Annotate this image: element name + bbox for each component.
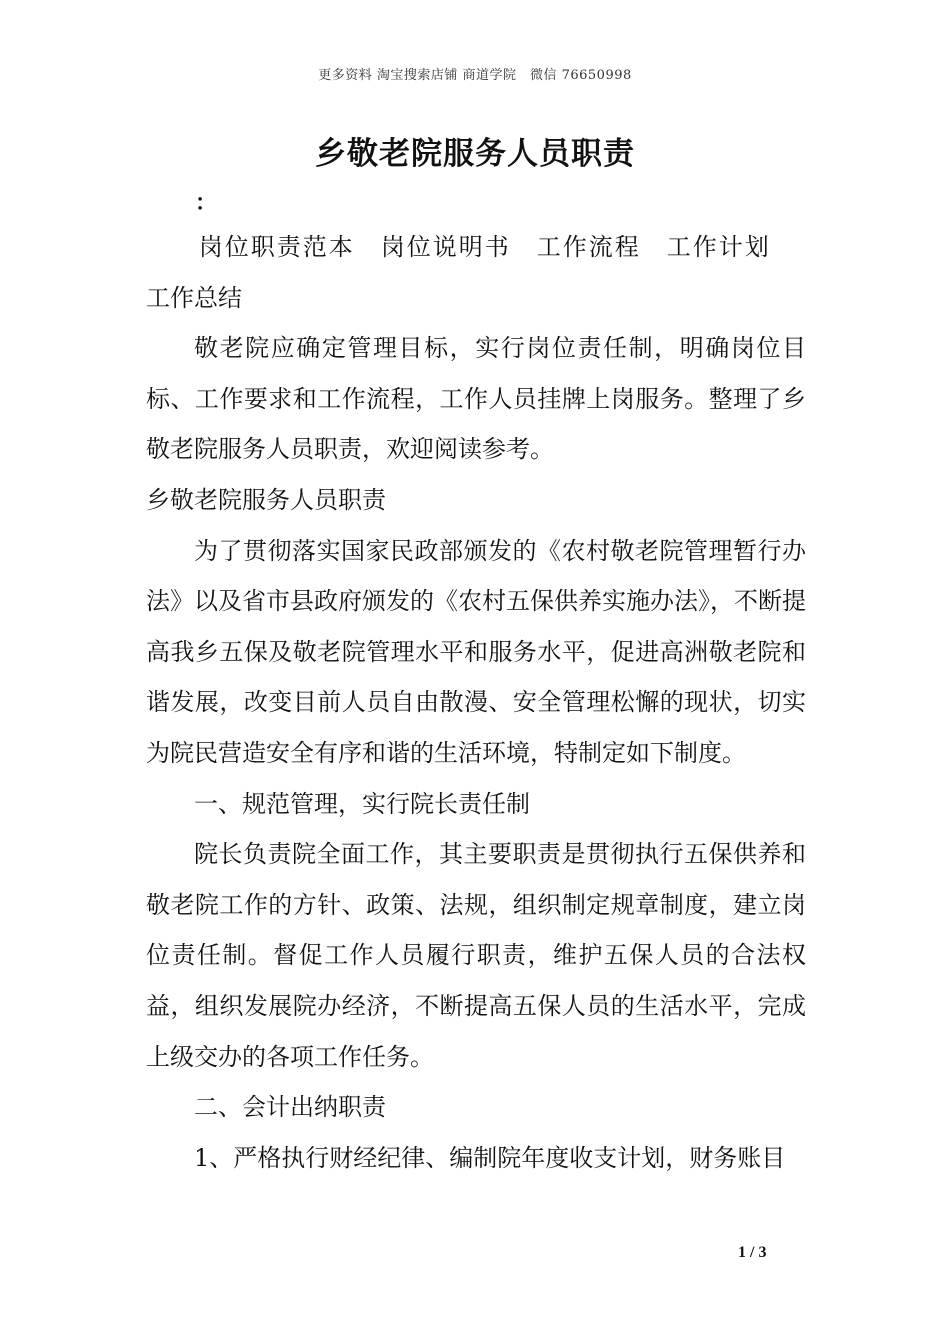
section-subtitle: 乡敬老院服务人员职责 xyxy=(146,485,386,514)
tag-item[interactable]: 岗位职责范本 xyxy=(198,233,355,261)
page-number: 1 / 3 xyxy=(738,1244,767,1261)
paragraph-2: 院长负责院全面工作，其主要职责是贯彻执行五保供养和敬老院工作的方针、政策、法规，组织制定规章制度，建立岗位责任制。督促工作人员履行职责，维护五保人员的合法权益，组织发展院办经济，不断提高五保人员的生活水平，完成上级交办的各项工作任务。 xyxy=(146,840,806,1071)
tag-line xyxy=(146,222,806,273)
page-title: 乡敬老院服务人员职责 xyxy=(315,136,635,172)
tag-item[interactable]: 工作流程 xyxy=(536,233,641,261)
heading-1: 一、规范管理，实行院长责任制 xyxy=(194,789,530,818)
intro-paragraph: 敬老院应确定管理目标，实行岗位责任制，明确岗位目标、工作要求和工作流程，工作人员挂牌上岗服务。整理了乡敬老院服务人员职责，欢迎阅读参考。 xyxy=(146,334,806,464)
document-body xyxy=(146,222,806,1183)
header-note: 更多资料 淘宝搜索店铺 商道学院 微信 76650998 xyxy=(318,68,632,83)
heading-2: 二、会计出纳职责 xyxy=(194,1093,386,1122)
paragraph-1: 为了贯彻落实国家民政部颁发的《农村敬老院管理暂行办法》以及省市县政府颁发的《农村五保供养实施办法》，不断提高我乡五保及敬老院管理水平和服务水平，促进高洲敬老院和谐发展，改变目前人员自由散漫、安全管理松懈的现状，切实为院民营造安全有序和谐的生活环境，特制定如下制度。 xyxy=(146,536,806,767)
tag-item-tail[interactable]: 工作总结 xyxy=(146,283,242,312)
colon-mark: ： xyxy=(195,190,218,216)
paragraph-3: 1、严格执行财经纪律、编制院年度收支计划，财务账目 xyxy=(194,1143,786,1172)
tag-item[interactable]: 岗位说明书 xyxy=(380,233,511,261)
tag-item[interactable]: 工作计划 xyxy=(666,233,771,261)
